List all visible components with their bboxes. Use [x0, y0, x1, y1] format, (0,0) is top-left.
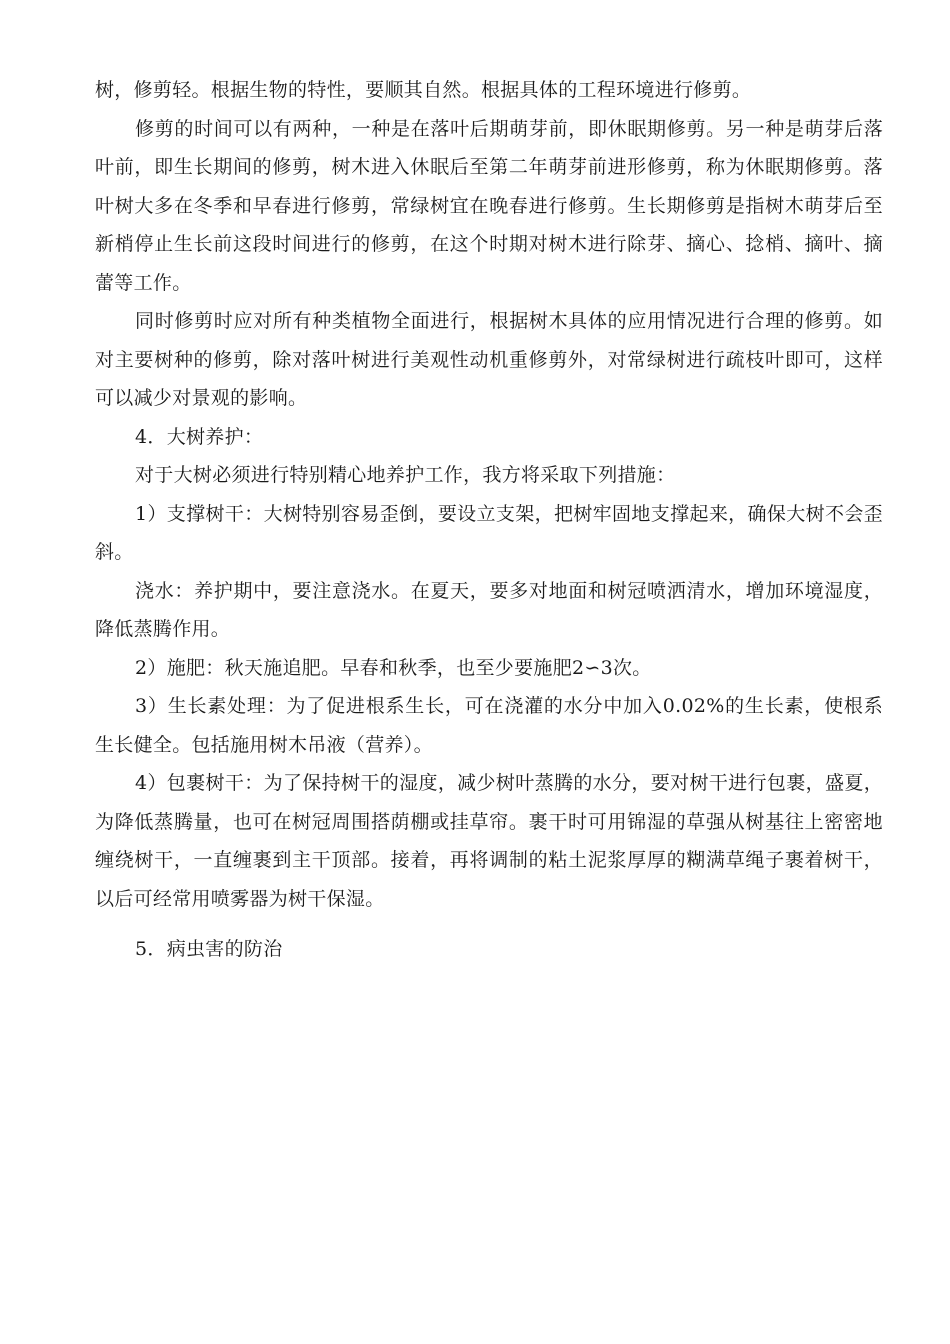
heading-pest-control: 5．病虫害的防治 [135, 938, 283, 960]
paragraph-fertilizing: 2）施肥：秋天施追肥。早春和秋季，也至少要施肥2∽3次。 [135, 656, 652, 679]
paragraph-wrap-trunk: 4）包裹树干：为了保持树干的湿度，减少树叶蒸腾的水分，要对树干进行包裹，盛夏，为降低蒸腾量，也可在树冠周围搭荫棚或挂草帘。裹干时可用锦湿的草强从树基往上密密地缠绕树干，一直缠裹到主干顶部。接着，再将调制的粘土泥浆厚厚的糊满草绳子裹着树干，以后可经常用喷雾器为树干保湿。 [95, 772, 883, 910]
paragraph-support-trunk: 1）支撑树干：大树特别容易歪倒，要设立支架，把树牢固地支撑起来，确保大树不会歪斜。 [95, 502, 883, 563]
document-body [95, 71, 883, 969]
paragraph-continuation: 树，修剪轻。根据生物的特性，要顺其自然。根据具体的工程环境进行修剪。 [95, 79, 752, 101]
paragraph-pruning-time: 修剪的时间可以有两种，一种是在落叶后期萌芽前，即休眠期修剪。另一种是萌芽后落叶前，即生长期间的修剪，树木进入休眠后至第二年萌芽前进形修剪，称为休眠期修剪。落叶树大多在冬季和早春进行修剪，常绿树宜在晚春进行修剪。生长期修剪是指树木萌芽后至新梢停止生长前这段时间进行的修剪，在这个时期对树木进行除芽、摘心、捻梢、摘叶、摘蕾等工作。 [95, 117, 883, 294]
paragraph-measures-intro: 对于大树必须进行特别精心地养护工作，我方将采取下列措施： [135, 464, 676, 486]
heading-large-tree-care: 4．大树养护： [135, 425, 264, 448]
paragraph-growth-hormone: 3）生长素处理：为了促进根系生长，可在浇灌的水分中加入0.02%的生长素，使根系生长健全。包括施用树木吊液（营养）。 [95, 695, 883, 756]
paragraph-pruning-scope: 同时修剪时应对所有种类植物全面进行，根据树木具体的应用情况进行合理的修剪。如对主要树种的修剪，除对落叶树进行美观性动机重修剪外，对常绿树进行疏枝叶即可，这样可以减少对景观的影响。 [95, 310, 883, 409]
paragraph-watering: 浇水：养护期中，要注意浇水。在夏天，要多对地面和树冠喷洒清水，增加环境湿度，降低蒸腾作用。 [95, 579, 883, 640]
